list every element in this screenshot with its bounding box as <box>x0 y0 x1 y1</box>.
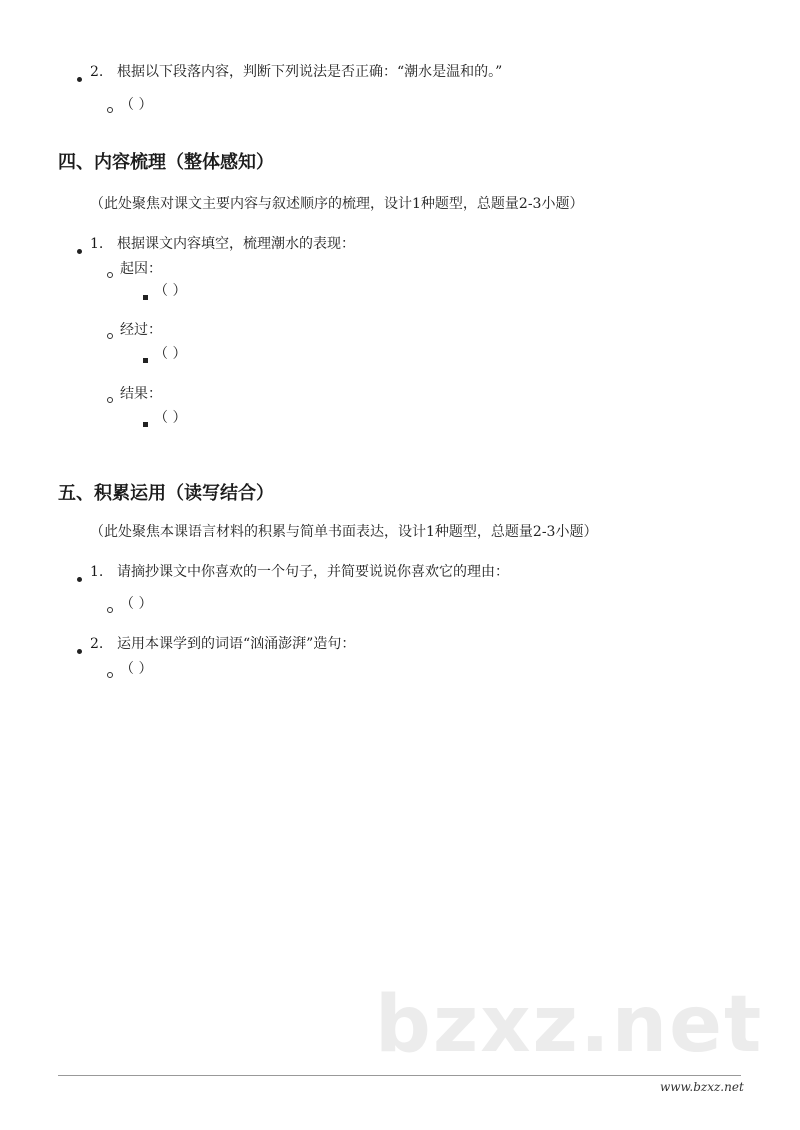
section-note: （此处聚焦对课文主要内容与叙述顺序的梳理，设计1种题型，总题量2-3小题） <box>90 196 584 212</box>
question-number: 1. <box>90 236 104 252</box>
section-heading: 四、内容梳理（整体感知） <box>58 152 274 173</box>
bullet-square <box>143 352 148 366</box>
watermark: bzxz.net <box>375 980 764 1070</box>
question-number: 1. <box>90 564 104 580</box>
bullet-circle <box>107 267 113 281</box>
section-note: （此处聚焦本课语言材料的积累与简单书面表达，设计1种题型，总题量2-3小题） <box>90 524 598 540</box>
answer-blank[interactable]: （ ） <box>120 97 153 113</box>
question-text: 根据以下段落内容，判断下列说法是否正确：“潮水是温和的。” <box>117 64 503 80</box>
bullet-circle <box>107 328 113 342</box>
answer-blank[interactable]: （ ） <box>120 596 153 612</box>
bullet-circle <box>107 667 113 681</box>
bullet-circle <box>107 392 113 406</box>
answer-blank[interactable]: （ ） <box>154 283 187 299</box>
sub-label: 起因： <box>120 261 162 277</box>
question-text: 请摘抄课文中你喜欢的一个句子，并简要说说你喜欢它的理由： <box>117 564 509 580</box>
section-heading: 五、积累运用（读写结合） <box>58 483 274 504</box>
question-number: 2. <box>90 636 104 652</box>
bullet-disc <box>77 243 82 257</box>
answer-blank[interactable]: （ ） <box>154 346 187 362</box>
bullet-disc <box>77 71 82 85</box>
bullet-square <box>143 416 148 430</box>
bullet-circle <box>107 102 113 116</box>
bullet-disc <box>77 571 82 585</box>
answer-blank[interactable]: （ ） <box>154 410 187 426</box>
footer-url[interactable]: www.bzxz.net <box>660 1080 744 1094</box>
sub-label: 经过： <box>120 322 162 338</box>
answer-blank[interactable]: （ ） <box>120 661 153 677</box>
bullet-circle <box>107 602 113 616</box>
bullet-disc <box>77 643 82 657</box>
question-text: 根据课文内容填空，梳理潮水的表现： <box>117 236 355 252</box>
footer-divider <box>58 1075 741 1076</box>
bullet-square <box>143 289 148 303</box>
question-number: 2. <box>90 64 104 80</box>
question-text: 运用本课学到的词语“汹涌澎湃”造句： <box>117 636 356 652</box>
sub-label: 结果： <box>120 386 162 402</box>
